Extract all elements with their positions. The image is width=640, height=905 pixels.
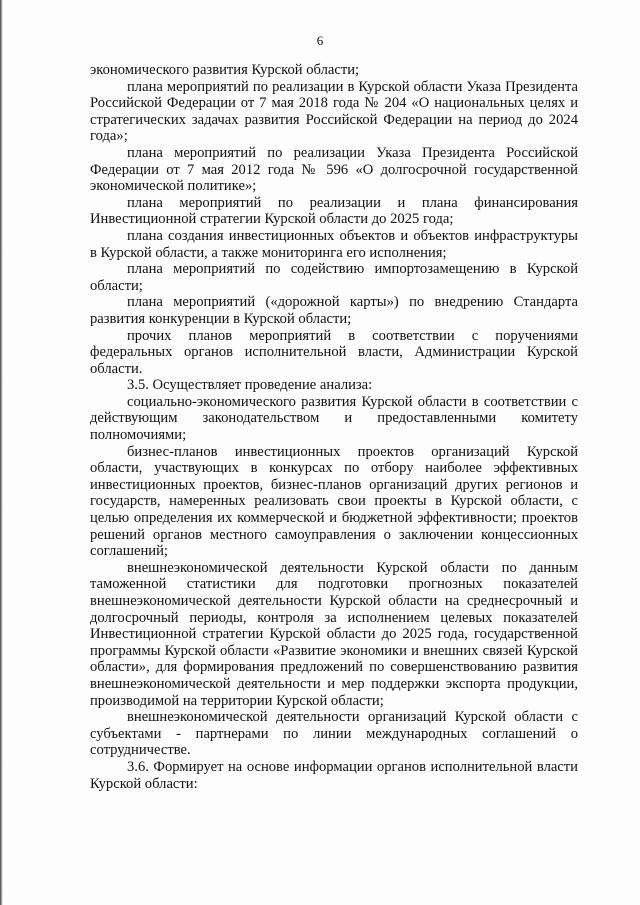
section-heading: 3.6. Формирует на основе информации органов исполнительной власти Курской области: — [90, 758, 578, 792]
section-heading: 3.5. Осуществляет проведение анализа: — [127, 377, 373, 394]
page-number: 6 — [316, 33, 324, 48]
paragraph: плана мероприятий по содействию импортозамещению в Курской области; — [90, 261, 578, 294]
paragraph: внешнеэкономической деятельности Курской области по данным таможенной статистики для подготовки прогнозных показателей внешнеэкономической деятельности Курской области на среднесрочный и долгосрочный периоды, контроля за исполнением целевых показателей Инвестиционной стратегии Курской области до 2025 года, государственной программы Курской области «Развитие экономики и внешних связей Курской области», для формирования предложений по совершенствованию развития внешнеэкономической деятельности и мер поддержки экспорта продукции, производимой на территории Курской области; — [90, 559, 578, 709]
paragraph: прочих планов мероприятий в соответствии с поручениями федеральных органов исполнительной власти, Администрации Курской области. — [90, 327, 578, 377]
paragraph: плана мероприятий по реализации в Курской области Указа Президента Российской Федерации от 7 мая 2018 года № 204 «О национальных целях и стратегических задачах развития Российской Федерации на период до 2024 года»; — [90, 78, 578, 145]
paragraph: плана создания инвестиционных объектов и объектов инфраструктуры в Курской области, а также мониторинга его исполнения; — [90, 227, 578, 261]
scan-edge-shadow — [0, 0, 3, 905]
paragraph: бизнес-планов инвестиционных проектов организаций Курской области, участвующих в конкурсах по отбору наиболее эффективных инвестиционных проектов, бизнес-планов организаций других регионов и государств, намеренных реализовать свои проекты в Курской области, с целью определения их коммерческой и бюджетной эффективности; проектов решений органов местного самоуправления о заключении концессионных соглашений; — [90, 443, 578, 560]
paragraph: плана мероприятий по реализации Указа Президента Российской Федерации от 7 мая 2012 года № 596 «О долгосрочной государственной экономической политике»; — [90, 144, 578, 195]
paragraph: плана мероприятий по реализации и плана финансирования Инвестиционной стратегии Курской области до 2025 года; — [90, 194, 578, 228]
paragraph: социально-экономического развития Курской области в соответствии с действующим законодательством и предоставленными комитету полномочиями; — [90, 393, 578, 444]
paragraph: экономического развития Курской области; — [90, 62, 360, 78]
body-text — [90, 62, 578, 792]
paragraph: плана мероприятий («дорожной карты») по внедрению Стандарта развития конкуренции в Курской области; — [90, 294, 578, 327]
paragraph: внешнеэкономической деятельности организаций Курской области с субъектами - партнерами по линии международных соглашений о сотрудничестве. — [90, 709, 578, 759]
